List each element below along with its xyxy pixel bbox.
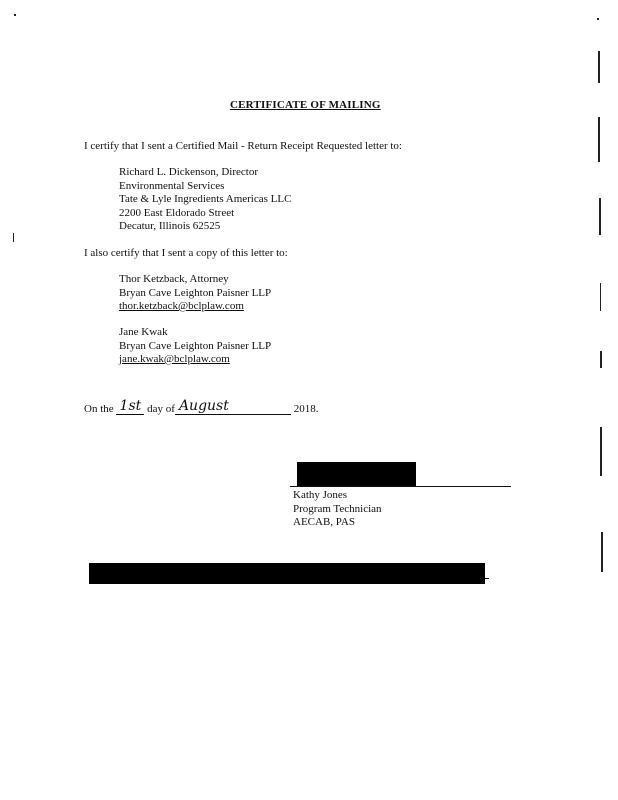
copy-statement: I also certify that I sent a copy of this letter to:: [84, 247, 288, 259]
copy-recipient-2: [119, 326, 271, 367]
signer-block: [293, 489, 382, 530]
day-blank: [116, 400, 144, 415]
date-prefix: On the: [84, 403, 114, 415]
scan-artifact-mark: [600, 351, 602, 368]
document-title: CERTIFICATE OF MAILING: [230, 99, 381, 111]
scan-artifact-mark: [601, 532, 603, 572]
recipient-company: Tate & Lyle Ingredients Americas LLC: [119, 193, 292, 205]
handwritten-day: 1st: [119, 398, 142, 414]
recipient-street: 2200 East Eldorado Street: [119, 206, 235, 219]
redaction-rule-tail: [485, 578, 489, 579]
redacted-signature: [297, 462, 416, 486]
recipient-name: Richard L. Dickenson, Director: [119, 166, 258, 178]
scan-artifact-dot: [14, 14, 16, 16]
signer-org: AECAB, PAS: [293, 516, 355, 528]
copy-recipient-name: Jane Kwak: [119, 326, 168, 338]
date-year: 2018.: [293, 403, 319, 415]
date-middle: day of: [147, 403, 175, 415]
signer-title: Program Technician: [293, 502, 382, 515]
handwritten-month: August: [178, 398, 229, 414]
recipient-department: Environmental Services: [119, 179, 225, 192]
date-line: [84, 400, 318, 420]
copy-recipient-firm: Bryan Cave Leighton Paisner LLP: [119, 286, 272, 299]
copy-recipient-name: Thor Ketzback, Attorney: [119, 273, 229, 285]
copy-recipient-1: [119, 273, 271, 314]
signer-name: Kathy Jones: [293, 489, 348, 501]
scan-artifact-mark: [600, 283, 601, 311]
scan-artifact-mark: [599, 198, 601, 235]
scan-artifact-dot: [597, 18, 599, 20]
copy-recipient-email-link[interactable]: jane.kwak@bclplaw.com: [119, 353, 230, 365]
month-blank: [175, 400, 291, 415]
signature-line: [290, 486, 511, 487]
copy-recipient-firm: Bryan Cave Leighton Paisner LLP: [119, 339, 272, 352]
redacted-block: [89, 563, 485, 584]
scan-artifact-mark: [13, 233, 14, 242]
recipient-address: [119, 166, 291, 234]
scan-artifact-mark: [598, 117, 600, 162]
recipient-city: Decatur, Illinois 62525: [119, 220, 221, 232]
scan-artifact-mark: [600, 427, 602, 476]
copy-recipient-email-link[interactable]: thor.ketzback@bclplaw.com: [119, 300, 244, 312]
scan-artifact-mark: [598, 51, 600, 83]
certify-statement: I certify that I sent a Certified Mail - Return Receipt Requested letter to:: [84, 140, 402, 152]
